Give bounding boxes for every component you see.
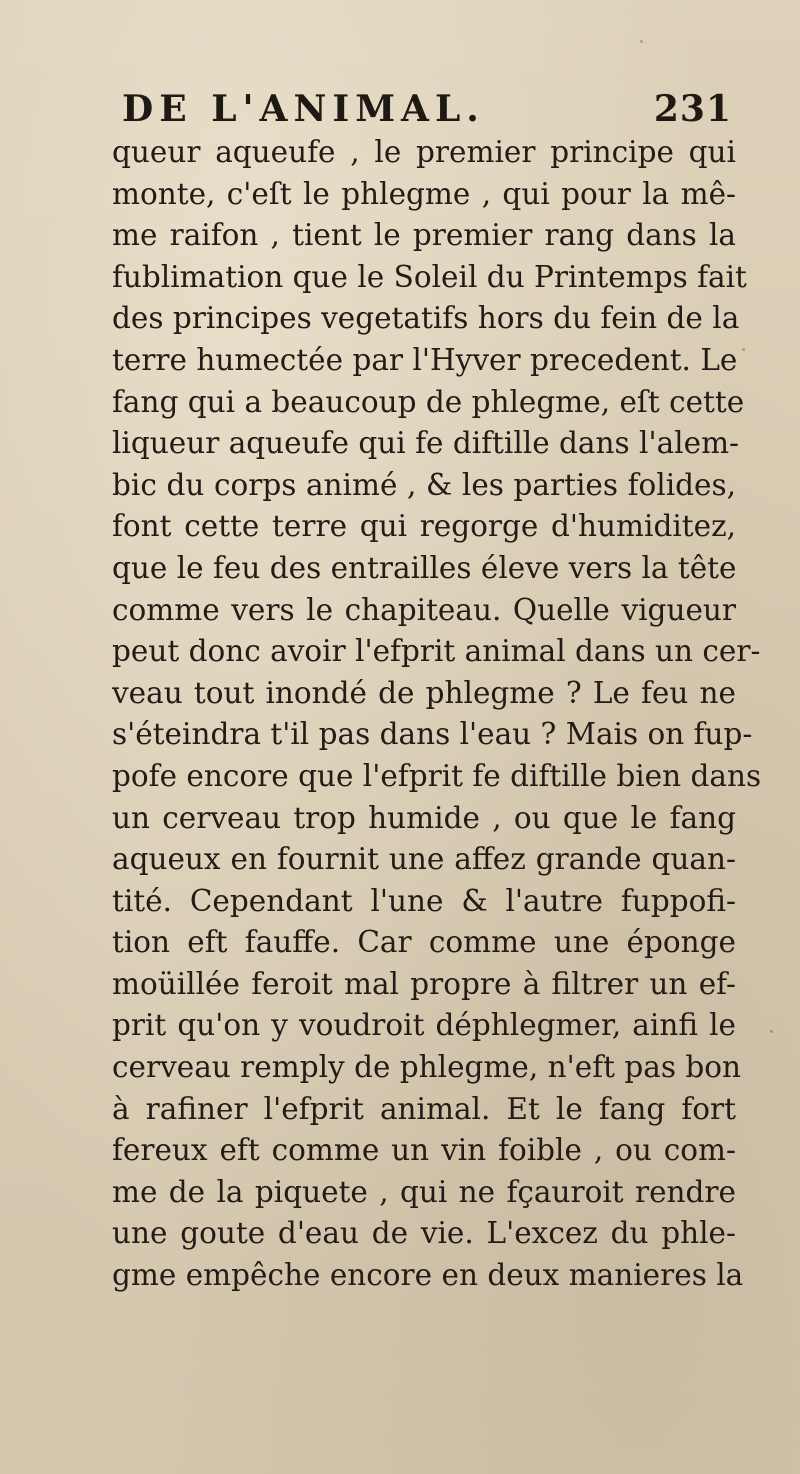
text-line: queur aqueufe , le premier principe qui [112, 135, 736, 169]
text-line: tion eft fauffe. Car comme une éponge [112, 925, 736, 960]
text-line: comme vers le chapiteau. Quelle vigueur [112, 592, 736, 627]
paper-fleck [742, 348, 745, 351]
text-line: des principes vegetatifs hors du fein de la [112, 301, 740, 336]
paper-fleck [770, 1030, 773, 1033]
text-line: monte, c'eſt le phlegme , qui pour la mê- [112, 176, 736, 211]
text-line: un cerveau trop humide , ou que le fang [112, 800, 736, 835]
text-line: prit qu'on y voudroit déphlegmer, ainfi le [112, 1008, 736, 1043]
text-line: me raifon , tient le premier rang dans la [112, 218, 736, 253]
text-line: pofe encore que l'efprit fe diftille bien dans [112, 758, 762, 793]
text-line: tité. Cependant l'une & l'autre fuppofi- [112, 883, 736, 918]
text-line: font cette terre qui regorge d'humiditez, [112, 509, 736, 544]
text-line: aqueux en fournit une affez grande quan- [112, 842, 736, 877]
text-line: fublimation que le Soleil du Printemps fait [112, 259, 747, 294]
text-line: à rafiner l'efprit animal. Et le fang fort [112, 1091, 736, 1126]
text-line: bic du corps animé , & les parties folides, [112, 467, 736, 502]
text-line: que le feu des entrailles éleve vers la tête [112, 550, 737, 585]
text-line: liqueur aqueufe qui fe diftille dans l'alem- [112, 426, 740, 461]
running-header [122, 88, 732, 138]
text-line: cerveau remply de phlegme, n'eft pas bon [112, 1050, 741, 1085]
text-line: fang qui a beaucoup de phlegme, eſt cette [112, 384, 745, 419]
text-line: moüillée feroit mal propre à filtrer un ef- [112, 966, 736, 1001]
text-line: fereux eft comme un vin foible , ou com- [112, 1133, 736, 1168]
text-line: me de la piquete , qui ne fçauroit rendre [112, 1174, 736, 1209]
text-line: gme empêche encore en deux manieres la [112, 1258, 744, 1293]
text-line: peut donc avoir l'efprit animal dans un cer- [112, 634, 761, 669]
text-line: une goute d'eau de vie. L'excez du phle- [112, 1216, 736, 1251]
text-line: veau tout inondé de phlegme ? Le feu ne [112, 675, 736, 710]
text-line: terre humectée par l'Hyver precedent. Le [112, 342, 738, 377]
text-line: s'éteindra t'il pas dans l'eau ? Mais on fup- [112, 717, 753, 752]
paper-fleck [640, 40, 643, 43]
page-number: 231 [653, 88, 732, 130]
running-title: DE L'ANIMAL. [122, 88, 485, 130]
body-text [112, 132, 762, 1297]
